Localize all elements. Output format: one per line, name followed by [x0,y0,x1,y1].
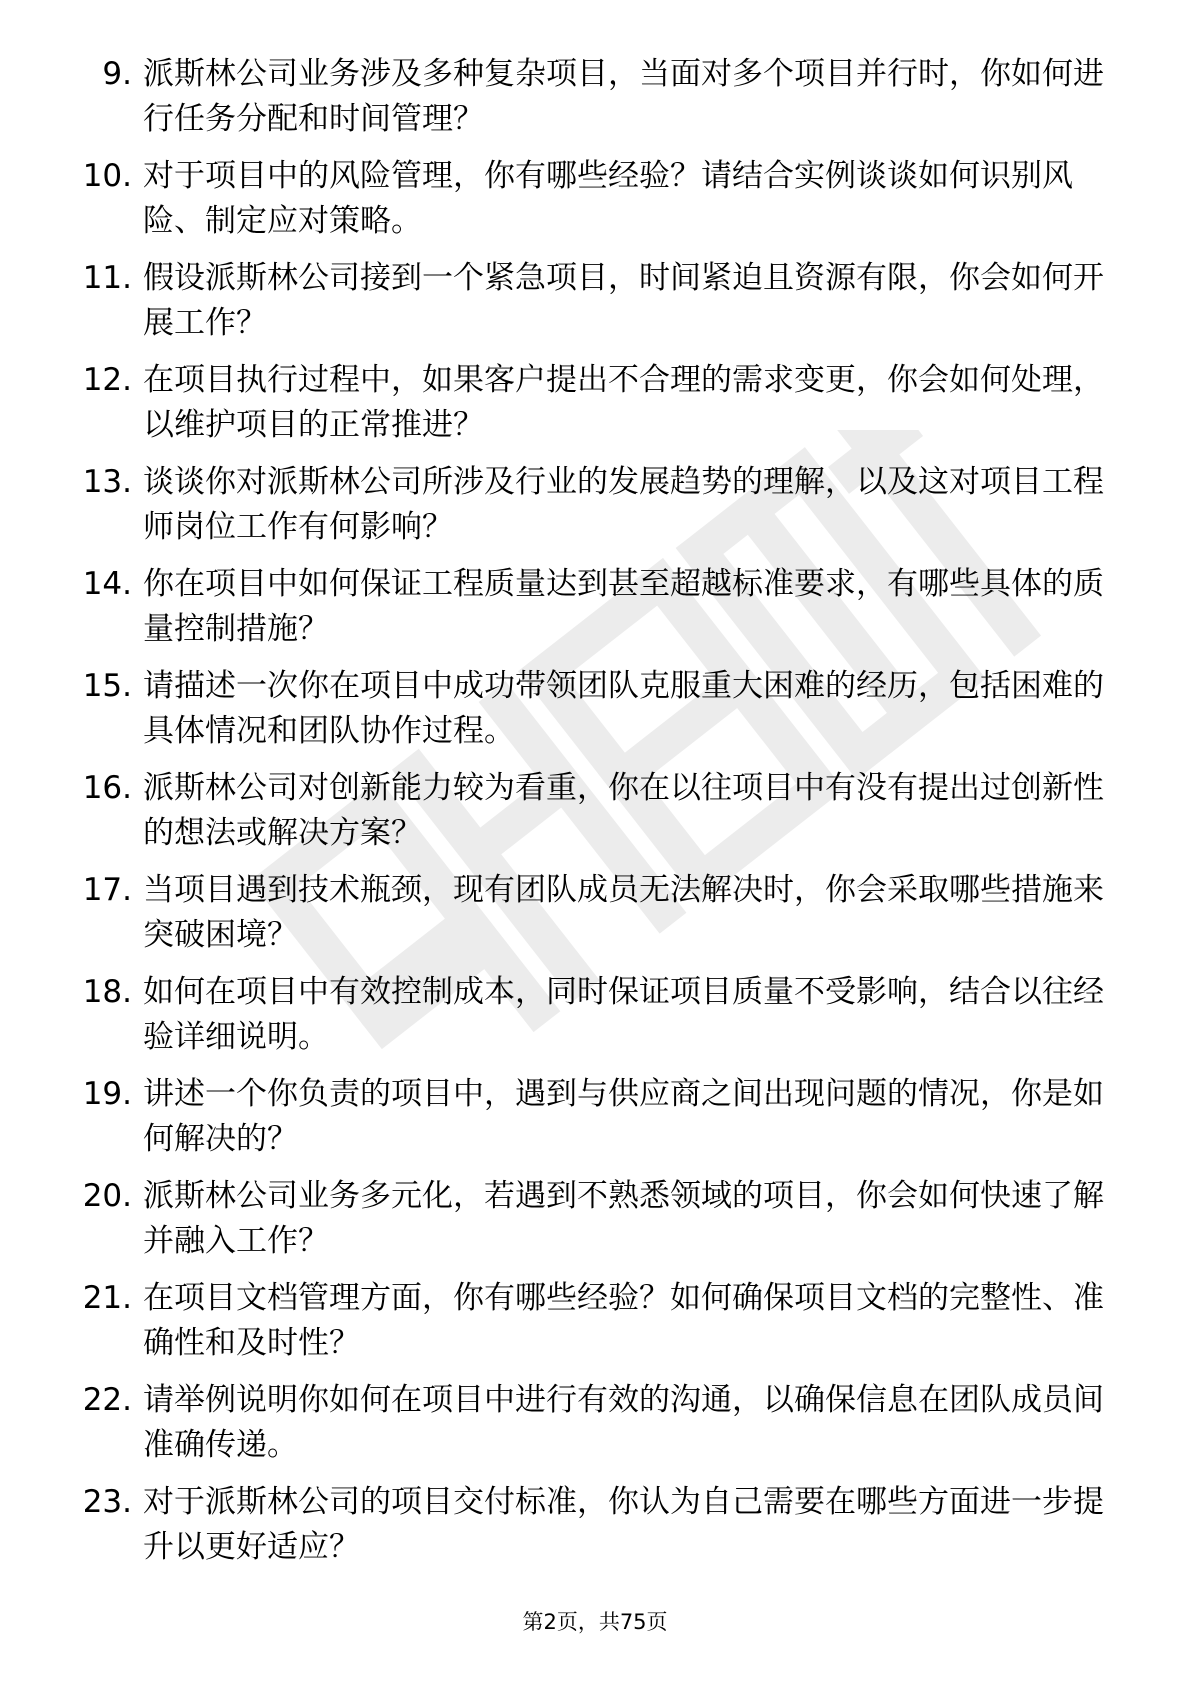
question-number: 20. [82,1178,132,1214]
question-item [0,970,1190,1072]
question-item [0,1072,1190,1174]
question-number: 12. [82,362,132,398]
question-number: 17. [82,872,132,908]
question-item [0,1174,1190,1276]
question-number: 13. [82,464,132,500]
question-text: 对于项目中的风险管理，你有哪些经验？请结合实例谈谈如何识别风险、制定应对策略。 [143,158,1073,239]
question-text: 假设派斯林公司接到一个紧急项目，时间紧迫且资源有限，你会如何开展工作？ [143,260,1104,341]
question-text: 你在项目中如何保证工程质量达到甚至超越标准要求，有哪些具体的质量控制措施？ [143,566,1104,647]
question-text: 在项目文档管理方面，你有哪些经验？如何确保项目文档的完整性、准确性和及时性？ [143,1280,1104,1361]
question-number: 21. [82,1280,132,1316]
question-number: 11. [82,260,132,296]
question-text: 当项目遇到技术瓶颈，现有团队成员无法解决时，你会采取哪些措施来突破困境？ [143,872,1104,953]
question-number: 9. [102,56,132,92]
question-item [0,1378,1190,1480]
question-item [0,358,1190,460]
question-number: 14. [82,566,132,602]
question-text: 请描述一次你在项目中成功带领团队克服重大困难的经历，包括困难的具体情况和团队协作过程。 [143,668,1104,749]
question-text: 在项目执行过程中，如果客户提出不合理的需求变更，你会如何处理，以维护项目的正常推进？ [143,362,1104,443]
page-number-footer: 第2页，共75页 [522,1610,668,1634]
question-item [0,154,1190,256]
question-text: 对于派斯林公司的项目交付标准，你认为自己需要在哪些方面进一步提升以更好适应？ [143,1484,1104,1565]
question-number: 10. [82,158,132,194]
question-text: 派斯林公司业务多元化，若遇到不熟悉领域的项目，你会如何快速了解并融入工作？ [143,1178,1104,1259]
question-text: 讲述一个你负责的项目中，遇到与供应商之间出现问题的情况，你是如何解决的？ [143,1076,1104,1157]
question-item [0,664,1190,766]
question-item [0,52,1190,154]
question-text: 请举例说明你如何在项目中进行有效的沟通，以确保信息在团队成员间准确传递。 [143,1382,1104,1463]
question-number: 22. [82,1382,132,1418]
question-number: 18. [82,974,132,1010]
question-number: 23. [82,1484,132,1520]
question-number: 19. [82,1076,132,1112]
question-item [0,562,1190,664]
question-item [0,1480,1190,1582]
question-number: 15. [82,668,132,704]
question-number: 16. [82,770,132,806]
question-item [0,256,1190,358]
question-item [0,868,1190,970]
question-text: 谈谈你对派斯林公司所涉及行业的发展趋势的理解，以及这对项目工程师岗位工作有何影响？ [143,464,1104,545]
question-item [0,766,1190,868]
question-list [0,52,1190,1582]
question-item [0,1276,1190,1378]
question-text: 如何在项目中有效控制成本，同时保证项目质量不受影响，结合以往经验详细说明。 [143,974,1104,1055]
question-text: 派斯林公司业务涉及多种复杂项目，当面对多个项目并行时，你如何进行任务分配和时间管理？ [143,56,1104,137]
question-item [0,460,1190,562]
question-text: 派斯林公司对创新能力较为看重，你在以往项目中有没有提出过创新性的想法或解决方案？ [143,770,1104,851]
